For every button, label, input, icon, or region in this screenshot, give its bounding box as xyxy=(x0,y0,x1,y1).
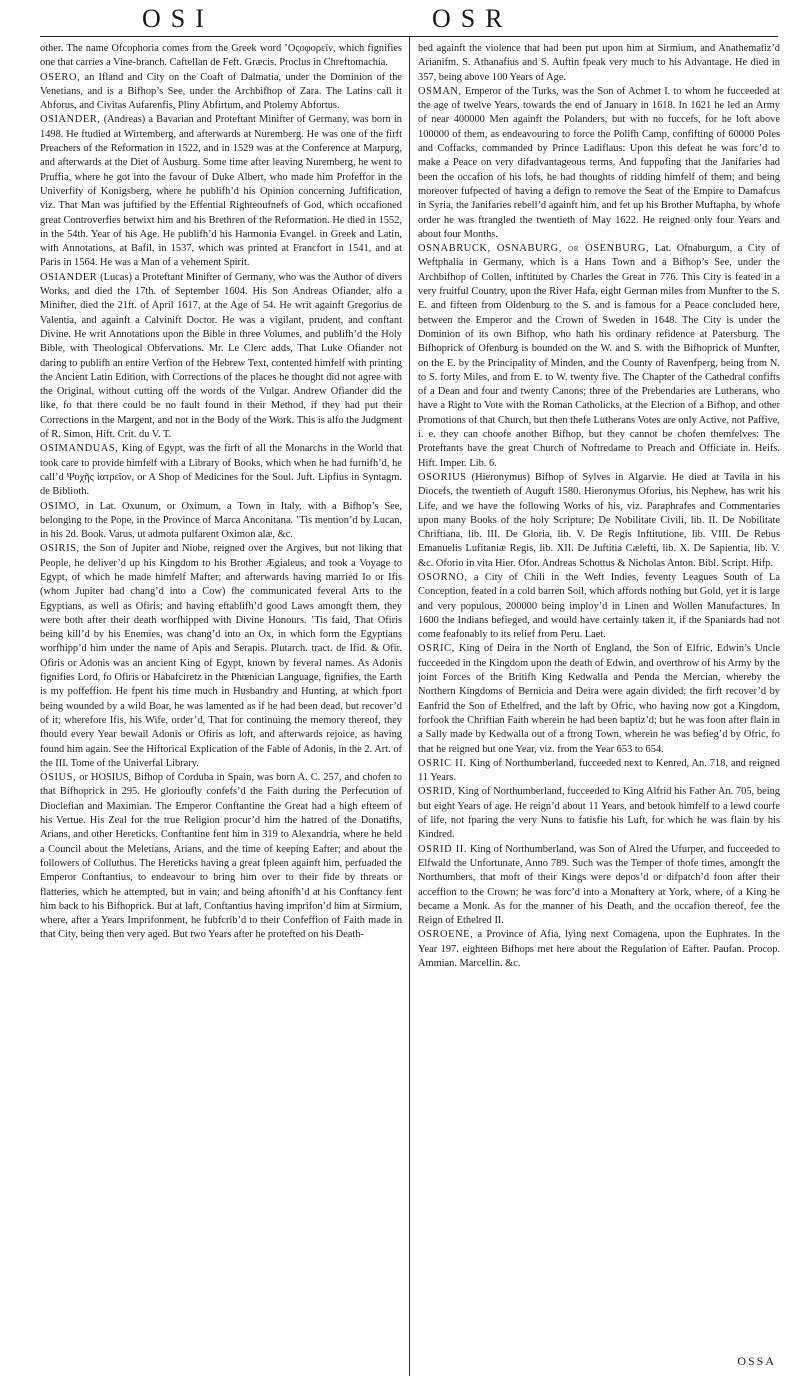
running-head-right: OSR xyxy=(432,4,513,33)
entry-headword: OSIMANDUAS, xyxy=(40,443,119,455)
entry-paragraph: OSIUS, or HOSIUS, Bifhop of Corduba in Spain, was born A. C. 257, and chofen to that Bifhoprick in 295. He glorioufly confefs’d the Faith during the Perfecution of Dioclefian and Maximian. The Emperor Conftantine the Great had a high efteem of his Vertue. His Zeal for the true Religion procur’d him the hatred of the Donatifts, Arians, and other Hereticks. Conftantine fent him in 319 to Alexandria, where he held a Council about the Meletians, Arians, and the time of keeping Eafter; and about the followers of Colluthus. The Hereticks having a great fpleen againft him, perfuaded the Emperor Conftantius, to endeavour to bring him over to their fide by threats or flatteries, which he attempted, but in vain; and being aftonifh’d at his Conftancy fent him back to his Bifhoprick. But at laft, Conftantius having imprifon’d him at Sirmium, where, after a Years Imprifonment, he fubfcrib’d to their Confeffion of Faith made in that City, being then very aged. But two Years after he protefted on his Death- xyxy=(40,772,402,941)
entry-headword: OSIUS, xyxy=(40,772,77,784)
entry-headword: OSIMO, xyxy=(40,500,80,512)
entry-paragraph: OSORIUS (Hieronymus) Bifhop of Sylves in Algarvie. He died at Tavila in his Diocefs, the twentieth of Auguft 1580. Hieronymus Oforius, his Nephew, has writ his Life, and we have the following Works of his, viz. Paraphrafes and Commentaries upon many Books of the holy Scripture; De Nobilitate Civili, lib. II. De Nobilitate Chriftiana, lib. III. De Gloria, lib. V. De Regis Inftitutione, lib. VIII. De Rebus Emanuelis Lufitaniæ Regis, lib. XII. De Juftitia Cælefti, lib. X. De Sapientia, lib. V. &c. Oforio in vita Hier. Ofor. Andreas Schottus & Nicholas Anton. Bibl. Script. Hifp. xyxy=(418,471,780,569)
entry-paragraph: OSNABRUCK, OSNABURG, or OSENBURG, Lat. Ofnaburgum, a City of Weftphalia in Germany, which is a Hans Town and a Bifhop’s See, under the Archbifhop of Collen, inftituted by Charles the Great in 776. This City is feated in a very fruitful Country, upon the River Hafa, eight German miles from Munfter to the S. E. and fifteen from Oldenburg to the S. and is famous for a Peace concluded here, between the Emperor and the Crown of Sweden in 1648. The City is under the Dominion of its own Bifhop, who hath his ordinary refidence at Patersburg. The Bifhoprick of Ofenburg is bounded on the W. and S. with the Bifhoprick of Munfter, on the E. by the Principality of Minden, and the County of Ravenfperg, being from N. to S. forty Miles, and from E. to W. twenty five. The Chapter of the Cathedral confifts of a Dean and four and twenty Canons; three of the Prebendaries are Lutherans, who have a Right to Vote with the Roman Catholicks, at the Election of a Bifhop, and other Promotions of that Church, but then thefe Lutherans Votes are only Active, not Paffive, i. e. they can choofe another Bifhop, but they cannot be chofen themfelves: The Proteftants have the great Church of Noftredame to Preach and Officiate in. Heifs. Hift. Imper. Lib. 6. xyxy=(418,243,780,469)
entry-headword: OSRIC II. xyxy=(418,757,467,769)
entry-paragraph: OSRIC II. King of Northumberland, fucceeded next to Kenred, An. 718, and reigned 11 Years. xyxy=(418,757,780,784)
entry-headword: OSORNO, xyxy=(418,571,468,583)
entry-paragraph: OSRID, King of Northumberland, fucceeded to King Alfrid his Father An. 705, being but eight Years of age. He reign’d about 11 Years, and betook himfelf to a lewd courfe of life, not fparing the very Nuns to fatisfie his Luft, for which he was flain by his Kindred. xyxy=(418,786,780,841)
right-column xyxy=(418,42,780,1376)
entry-paragraph: OSMAN, Emperor of the Turks, was the Son of Achmet I. to whom he fucceeded at the age of twelve Years, towards the end of January in 1618. In 1621 he led an Army of near 400000 Men againft the Polanders, but with no fuccefs, for he loft above 100000 of them, as endeavouring to force the Polifh Camp, confifting of 60000 Poles and Coffacks, commanded by Prince Ladiflaus: Upon this defeat he was forc’d to make a Peace on very difadvantageous terms. And fuppofing that the Janifaries had been the occafion of his lofs, he had thoughts of ridding himfelf of them; and being moreover fufpected of having a defign to remove the Seat of the Empire to Damafcus in Syria, the Janifaries rebell’d againft him, and fet up his Brother Muftapha, by whofe order he was ftrangled the twentieth of May 1622. He reigned only four Years and about four Months. xyxy=(418,85,780,240)
entry-headword: OSROENE, xyxy=(418,929,474,941)
running-head-left: OSI xyxy=(142,4,214,33)
entry-paragraph: OSIMO, in Lat. Oxunum, or Oximum, a Town in Italy, with a Bifhop’s See, belonging to the Pope, in the Province of Marca Anconitana. ’Tis mention’d by Lucan, in his 2d. Book. Varus, ut admota pulfarent Oximon alæ, &c. xyxy=(40,500,402,541)
catchword: OSSA xyxy=(737,1354,776,1368)
column-divider xyxy=(409,36,410,1376)
entry-paragraph: OSIANDER (Lucas) a Proteftant Minifter of Germany, who was the Author of divers Works, and died the 17th. of September 1604. His Son Andreas Ofiander, alfo a Minifter, died the 21ft. of April 1617, at the Age of 54. He writ againft Gregorius de Valentia, and againft a Calvinift Doctor. He was a vigilant, prudent, and conftant Divine. He writ Annotations upon the Bible in three Volumes, and publifh’d the Holy Bible, with Theological Obfervations. Mr. Le Clerc adds, That Luke Ofiander not daring to publifh an entire Verfion of the Hebrew Text, contented himfelf with printing the Ancient Latin Edition, with Corrections of the places he thought did not agree with the Original, without cutting off the words of the Vulgar. Andrew Ofiander did the like, fo that there could be no fault found in their Method, if they had put their Corrections in the Margent, and not in the Body of the Work. This is alfo the Judgment of R. Simon, Hift. Crit. du V. T. xyxy=(40,271,402,441)
entry-headword: OSRIC, xyxy=(418,643,455,655)
entry-paragraph: other. The name Ofcophoria comes from the Greek word ’Οςοφορεῖν, which fignifies one that carries a Vine-branch. Caftellan de Feft. Græcis. Proclus in Chreftomachia. xyxy=(40,43,402,69)
entry-headword: OSRID, xyxy=(418,786,456,798)
entry-headword: OSIANDER, xyxy=(40,114,101,126)
entry-headword: OSIRIS, xyxy=(40,543,80,555)
entry-paragraph: OSROENE, a Province of Afia, lying next Comagena, upon the Euphrates. In the Year 197. eighteen Bifhops met here about the Regulation of Eafter. Paufan. Procop. Ammian. Marcellin. &c. xyxy=(418,929,780,969)
entry-headword: OSRID II. xyxy=(418,843,468,855)
entry-headword: OSMAN, xyxy=(418,85,462,97)
left-column xyxy=(40,42,402,1376)
entry-headword: OSERO, xyxy=(40,71,81,83)
entry-paragraph: OSORNO, a City of Chili in the Weft Indies, feventy Leagues South of La Conception, feated in a cold barren Soil, which affords nothing but Gold, yet it is large and very populous, 200000 being imploy’d in Linen and Wollen Manufactures. In 1600 the Indians befieged, and would have certainly taken it, if the Spaniards had not come feafonably to its relief from Peru. Laet. xyxy=(418,571,780,641)
entry-paragraph: OSRID II. King of Northumberland, was Son of Alred the Ufurper, and fucceeded to Elfwald the Unfortunate, Anno 789. Such was the Temper of thofe times, amongft the Northumbers, that moft of their Kings were depos’d or difpatch’d foon after their acceffion to the Crown; he was forc’d into a Monaftery at York, where, of a King he became a Monk. As for the manner of his Death, and the occafion thereof, fee the Reign of Ethelred II. xyxy=(418,843,780,927)
entry-paragraph: bed againft the violence that had been put upon him at Sirmium, and Anathematiz’d Arianifm. S. Athanafius and S. Auftin fpeak very much to his Advantage. He died in 357, being above 100 Years of Age. xyxy=(418,43,780,83)
entry-headword: OSIANDER xyxy=(40,271,98,283)
entry-paragraph: OSIANDER, (Andreas) a Bavarian and Proteftant Minifter of Germany, was born in 1498. He ftudied at Wirtemberg, and afterwards at Nuremberg. He was one of the firft Preachers of the Reformation in 1522, and in 1529 was at the Conference at Marpurg, and afterwards at the Diet of Ausburg. Some time after leaving Nuremberg, he went to Pruffia, where he got into the favour of Duke Albert, who made him Profeffor in the Univerfity of Konigsberg, where he publifh’d his Opinion concerning Juftification, viz. That Man was juftified by the Effential Righteoufnefs of God, which occafioned great Controverfies betwixt him and his Brethren of the Reformation. He died in 1552, in the 54th. Year of his Age. He publifh’d his Harmonia Evangel. in Greek and Latin, with Annotations, at Bafil, in 1537, which was printed at Francfort in 1541, and at Paris in 1564. He was a Man of a vehement Spirit. xyxy=(40,114,402,269)
entry-headword: OSORIUS xyxy=(418,471,467,483)
entry-paragraph: OSIRIS, the Son of Jupiter and Niobe, reigned over the Argives, but not liking that People, he deliver’d up his Kingdom to his Brother Ægialeus, and took a Voyage to Egypt, of which he made himfelf Mafter; and afterwards having married Io or Ifis (whom Jupiter had chang’d into a Cow) fhe communicated feveral Arts to the Egyptians, as well as Ofiris; and having eftablifh’d good Laws amongft them, they were both after their death worfhipped with Divine Honours. ’Tis faid, That Ofiris being kill’d by his Enemies, was chang’d into an Ox, in which form the Egyptians worfhipp’d him under the name of Apis and Serapis. Plutarch. tract. de Ifid. & Ofir. Ofiris or Adonis was an ancient King of Egypt, known by feveral names. As Adonis fignifies Lord, fo Ofiris or Habafciretz in the Phœnician Language, fignifies, the Earth is my poffeffion. He fpent his time much in Husbandry and Hunting, at which fport being wounded by a wild Boar, he was lamented as if he had been dead, but recover’d of it; wherefore Ifis, his Wife, order’d, That for continuing the memory thereof, they fhould every Year bewail Adonis or Ofiris as loft, and afterwards rejoice, as having found him again. See the Hiftorical Explication of the Fable of Adonis, in the 2. Art. of the III. Tome of the Univerfal Library. xyxy=(40,543,402,769)
entry-paragraph: OSRIC, King of Deira in the North of England, the Son of Elfric, Edwin’s Uncle fucceeded in the Kingdom upon the death of Edwin, and overthrow of his Army by the joint Forces of the Britifh King Kedwalla and Penda the Mercian, whereby the Northern Kingdoms of Bernicia and Deira were again divided; the firft recover’d by Eanfrid the Son of Ethelfred, and the laft by Ofric, who having now got a Kingdom, forfook the Chriftian Faith wherein he had been baptiz’d; but he was foon after flain in a Sally made by Kedwalla out of a ftrong Town, wherein he was befieg’d by Ofric, fo that he reigned but one Year, viz. from the Year 653 to 654. xyxy=(418,643,780,755)
entry-headword: OSNABRUCK, OSNABURG, or OSENBURG, xyxy=(418,243,650,255)
entry-paragraph: OSIMANDUAS, King of Egypt, was the firft of all the Monarchs in the World that took care to provide himfelf with a Library of Books, which when he had furnifh’d, he call’d Ψυχῆς ἰατρεῖον, or A Shop of Medicines for the Soul. Juft. Lipfius in Syntagm. de Biblioth. xyxy=(40,443,402,498)
entry-paragraph: OSERO, an Ifland and City on the Coaft of Dalmatia, under the Dominion of the Venetians, and is a Bifhop’s See, under the Archbifhop of Zara. The Latins call it Abforus, and Civitas Aufarenfis, Pliny Abfirtum, and Ptolemy Abfortus. xyxy=(40,71,402,112)
